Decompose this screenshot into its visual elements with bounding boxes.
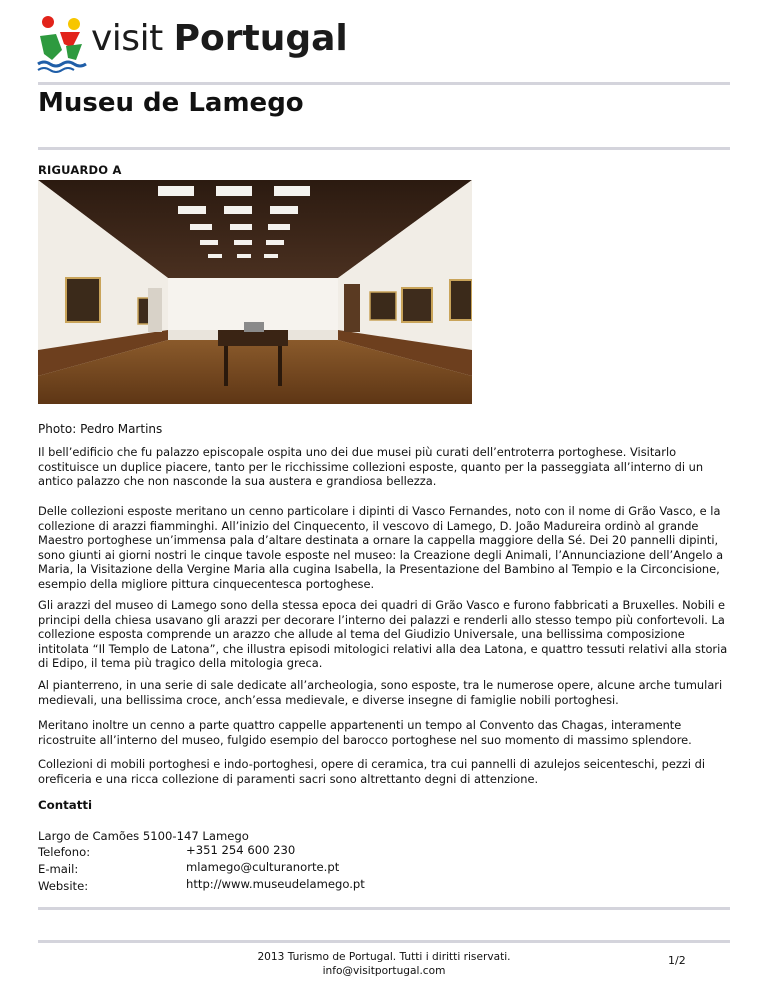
photo-credit: Photo: Pedro Martins (38, 422, 163, 436)
contacts-heading: Contatti (38, 798, 93, 812)
footer-divider (38, 940, 730, 943)
header-divider (38, 82, 730, 85)
logo-wordmark-bold: Portugal (173, 18, 348, 59)
logo-wordmark-light: visit (91, 18, 174, 59)
contact-website-label: Website: (38, 879, 89, 893)
paragraph-collections: Delle collezioni esposte meritano un cenno particolare i dipinti di Vasco Fernandes, noto con il nome di Grão Vasco, e la collezione di arazzi fiamminghi. All’inizio del Cinquecento, il vescovo di Lamego, D. João Madureira ordinò al grande Maestro portoghese un’immensa pala d’altare destinata a ornare la cappella maggiore della Sé. Dei 20 pannelli dipinti, sono giunti ai giorni nostri le cinque tavole esposte nel museo: la Creazione degli Animali, l’Annunciazione dell’Angelo a Maria, la Visitazione della Vergine Maria alla cugina Isabella, la Presentazione del Bambino al Tempio e la Circoncisione, esempio della migliore pittura cinquecentesca portoghese. (38, 504, 724, 591)
footer-text (224, 950, 544, 978)
paragraph-furniture: Collezioni di mobili portoghesi e indo-portoghesi, opere di ceramica, tra cui pannelli di azulejos seicenteschi, pezzi di oreficeria e una ricca collezione di paramenti sacri sono altrettanto degni di attenzione. (38, 757, 706, 786)
paragraph-chapels: Meritano inoltre un cenno a parte quattro cappelle appartenenti un tempo al Convento das Chagas, interamente ricostruite all’interno del museo, fulgido esempio del barocco portoghese nel suo momento di massimo splendore. (38, 718, 692, 747)
logo-wordmark (91, 18, 348, 59)
contact-email-link[interactable]: mlamego@culturanorte.pt (186, 860, 340, 874)
title-divider (38, 147, 730, 150)
contact-address: Largo de Camões 5100-147 Lamego (38, 829, 249, 843)
visit-portugal-emblem-icon (36, 14, 88, 74)
page-number: 1/2 (668, 954, 686, 967)
footer-email-link[interactable]: info@visitportugal.com (322, 965, 446, 977)
contact-email-label: E-mail: (38, 862, 79, 876)
contacts-divider (38, 907, 730, 910)
section-heading: RIGUARDO A (38, 163, 122, 177)
contact-phone-value: +351 254 600 230 (186, 843, 296, 857)
visit-portugal-logo[interactable] (36, 14, 356, 74)
museum-gallery-photo (38, 180, 472, 404)
contact-website-link[interactable]: http://www.museudelamego.pt (186, 877, 365, 891)
page-title: Museu de Lamego (38, 88, 304, 118)
paragraph-intro: Il bell’edificio che fu palazzo episcopale ospita uno dei due musei più curati dell’entroterra portoghese. Visitarlo costituisce un duplice piacere, tanto per le ricchissime collezioni esposte, quanto per la passeggiata all’interno di un antico palazzo che non nasconde la sua austera e grandiosa bellezza. (38, 445, 704, 488)
footer-copyright: 2013 Turismo de Portugal. Tutti i diritti riservati. (257, 951, 511, 963)
contact-phone-label: Telefono: (38, 845, 91, 859)
paragraph-tapestries: Gli arazzi del museo di Lamego sono della stessa epoca dei quadri di Grão Vasco e furono fabbricati a Bruxelles. Nobili e principi della chiesa usavano gli arazzi per decorare l’interno dei palazzi e renderli allo stesso tempo più confortevoli. La collezione esposta comprende un arazzo che allude al tema del Giudizio Universale, una bellissima composizione intitolata “Il Templo de Latona”, che illustra episodi mitologici relativi alla dea Latona, e quattro tessuti relativi alla storia di Edipo, il tema più tragico della mitologia greca. (38, 598, 728, 670)
paragraph-ground-floor: Al pianterreno, in una serie di sale dedicate all’archeologia, sono esposte, tra le numerose opere, alcune arche tumulari medievali, una bellissima croce, anch’essa medievale, e diverse insegne di famiglie nobili portoghesi. (38, 678, 723, 707)
